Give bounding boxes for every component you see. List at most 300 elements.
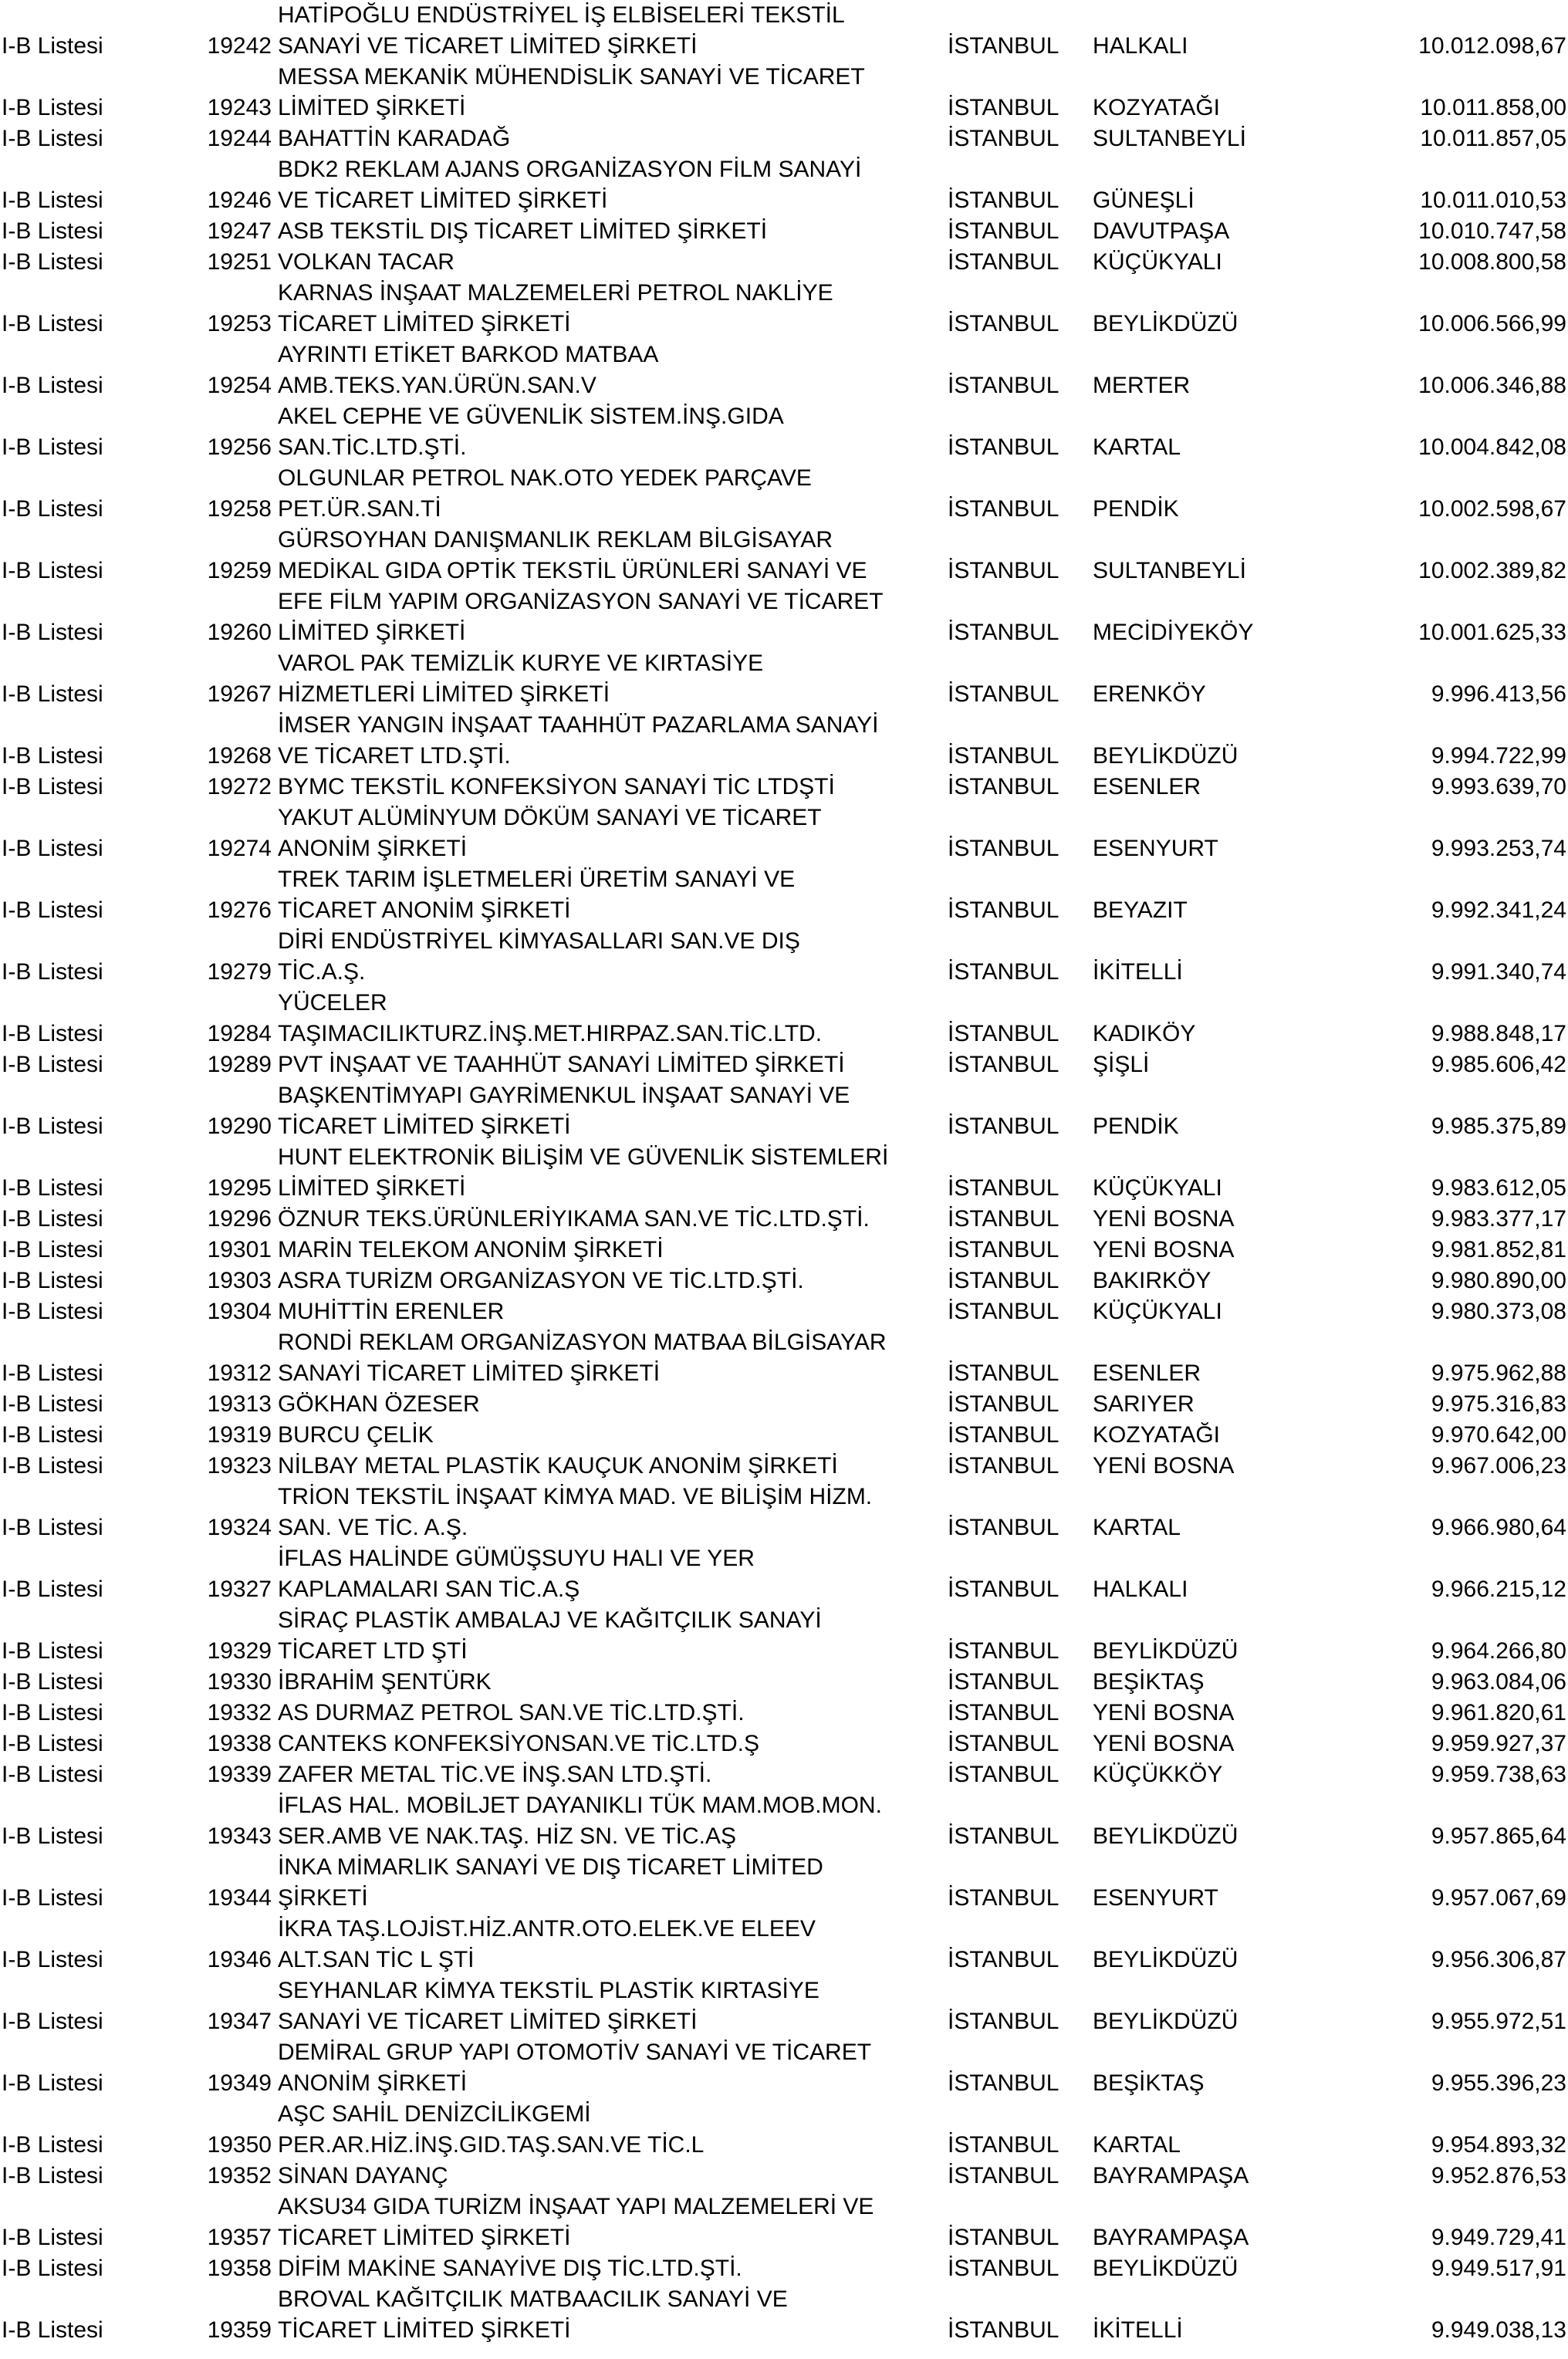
city-cell: İSTANBUL (948, 496, 1059, 522)
district-cell: KARTAL (1093, 2132, 1181, 2158)
company-name-line: BURCU ÇELİK (278, 1422, 434, 1448)
record-number-cell: 19358 (207, 2256, 272, 2281)
company-name-line: GÜRSOYHAN DANIŞMANLIK REKLAM BİLGİSAYAR (278, 527, 833, 553)
record-number-cell: 19272 (207, 774, 272, 799)
list-type-cell: I-B Listesi (2, 249, 103, 275)
city-cell: İSTANBUL (948, 218, 1059, 244)
district-cell: BEŞİKTAŞ (1093, 2070, 1205, 2096)
district-cell: ESENLER (1093, 1360, 1201, 1386)
city-cell: İSTANBUL (948, 434, 1059, 460)
table-row (0, 1759, 1568, 1790)
list-type-cell: I-B Listesi (2, 2163, 103, 2188)
city-cell: İSTANBUL (948, 1515, 1059, 1540)
record-number-cell: 19338 (207, 1731, 272, 1756)
district-cell: KARTAL (1093, 1515, 1181, 1540)
company-name-line: BDK2 REKLAM AJANS ORGANİZASYON FİLM SANAYİ (278, 157, 862, 182)
city-cell: İSTANBUL (948, 620, 1059, 645)
company-name-line: HİZMETLERİ LİMİTED ŞİRKETİ (278, 681, 610, 707)
amount-cell: 9.955.972,51 (1431, 2009, 1566, 2034)
amount-cell: 9.952.876,53 (1431, 2163, 1566, 2188)
district-cell: HALKALI (1093, 1577, 1188, 1602)
company-name-line: EFE FİLM YAPIM ORGANİZASYON SANAYİ VE TİCARET (278, 589, 884, 614)
record-number-cell: 19268 (207, 743, 272, 769)
list-type-cell: I-B Listesi (2, 1299, 103, 1324)
company-name-line: MUHİTTİN ERENLER (278, 1299, 505, 1324)
company-name-line: VE TİCARET LİMİTED ŞİRKETİ (278, 188, 608, 213)
amount-cell: 9.959.927,37 (1431, 1731, 1566, 1756)
record-number-cell: 19246 (207, 188, 272, 213)
district-cell: PENDİK (1093, 1114, 1179, 1139)
record-number-cell: 19267 (207, 681, 272, 707)
company-name-line: ZAFER METAL TİC.VE İNŞ.SAN LTD.ŞTİ. (278, 1762, 712, 1787)
company-name-line: NİLBAY METAL PLASTİK KAUÇUK ANONİM ŞİRKETİ (278, 1453, 838, 1479)
company-name-line: DİRİ ENDÜSTRİYEL KİMYASALLARI SAN.VE DIŞ (278, 928, 800, 954)
list-type-cell: I-B Listesi (2, 1638, 103, 1664)
amount-cell: 9.988.848,17 (1431, 1021, 1566, 1046)
company-name-line: TREK TARIM İŞLETMELERİ ÜRETİM SANAYİ VE (278, 867, 796, 892)
company-name-line: BYMC TEKSTİL KONFEKSİYON SANAYİ TİC LTDŞTİ (278, 774, 835, 799)
table-row (0, 1142, 1568, 1204)
table-row (0, 926, 1568, 988)
city-cell: İSTANBUL (948, 33, 1059, 59)
table-row (0, 1482, 1568, 1543)
company-name-line: DİFİM MAKİNE SANAYİVE DIŞ TİC.LTD.ŞTİ. (278, 2256, 742, 2281)
company-name-line: KARNAS İNŞAAT MALZEMELERİ PETROL NAKLİYE (278, 280, 833, 306)
table-row (0, 1605, 1568, 1667)
list-type-cell: I-B Listesi (2, 897, 103, 923)
city-cell: İSTANBUL (948, 1947, 1059, 1972)
list-type-cell: I-B Listesi (2, 681, 103, 707)
amount-cell: 10.011.010,53 (1420, 188, 1566, 213)
table-row (0, 2253, 1568, 2284)
amount-cell: 9.991.340,74 (1431, 959, 1566, 985)
company-name-line: YAKUT ALÜMİNYUM DÖKÜM SANAYİ VE TİCARET (278, 805, 822, 830)
company-name-line: İFLAS HALİNDE GÜMÜŞSUYU HALI VE YER (278, 1546, 755, 1571)
table-row (0, 1266, 1568, 1296)
company-name-line: LİMİTED ŞİRKETİ (278, 620, 466, 645)
company-name-line: ALT.SAN TİC L ŞTİ (278, 1947, 475, 1972)
city-cell: İSTANBUL (948, 897, 1059, 923)
district-cell: ERENKÖY (1093, 681, 1206, 707)
record-number-cell: 19254 (207, 373, 272, 398)
company-name-line: OLGUNLAR PETROL NAK.OTO YEDEK PARÇAVE (278, 465, 812, 491)
list-type-cell: I-B Listesi (2, 2009, 103, 2034)
list-type-cell: I-B Listesi (2, 1947, 103, 1972)
list-type-cell: I-B Listesi (2, 496, 103, 522)
district-cell: PENDİK (1093, 496, 1179, 522)
company-name-line: TİCARET LİMİTED ŞİRKETİ (278, 2225, 571, 2250)
table-row (0, 2192, 1568, 2253)
district-cell: MERTER (1093, 373, 1191, 398)
district-cell: BAYRAMPAŞA (1093, 2225, 1249, 2250)
company-name-line: TİC.A.Ş. (278, 959, 366, 985)
company-name-line: MESSA MEKANİK MÜHENDİSLİK SANAYİ VE TİCARET (278, 64, 865, 90)
amount-cell: 9.970.642,00 (1431, 1422, 1566, 1448)
record-number-cell: 19323 (207, 1453, 272, 1479)
city-cell: İSTANBUL (948, 126, 1059, 151)
company-name-line: LİMİTED ŞİRKETİ (278, 1175, 466, 1201)
record-number-cell: 19256 (207, 434, 272, 460)
district-cell: KÜÇÜKYALI (1093, 1175, 1222, 1201)
city-cell: İSTANBUL (948, 1700, 1059, 1725)
company-name-line: ÖZNUR TEKS.ÜRÜNLERİYIKAMA SAN.VE TİC.LTD.ŞTİ. (278, 1206, 870, 1232)
district-cell: ESENLER (1093, 774, 1201, 799)
record-number-cell: 19347 (207, 2009, 272, 2034)
list-type-cell: I-B Listesi (2, 311, 103, 336)
record-number-cell: 19304 (207, 1299, 272, 1324)
table-row (0, 1698, 1568, 1729)
record-number-cell: 19312 (207, 1360, 272, 1386)
record-number-cell: 19332 (207, 1700, 272, 1725)
record-number-cell: 19242 (207, 33, 272, 59)
amount-cell: 9.957.067,69 (1431, 1885, 1566, 1911)
district-cell: KOZYATAĞI (1093, 1422, 1221, 1448)
company-name-line: GÖKHAN ÖZESER (278, 1391, 480, 1417)
amount-cell: 9.993.639,70 (1431, 774, 1566, 799)
amount-cell: 9.975.962,88 (1431, 1360, 1566, 1386)
record-number-cell: 19343 (207, 1823, 272, 1849)
amount-cell: 10.006.566,99 (1418, 311, 1566, 336)
list-type-cell: I-B Listesi (2, 2317, 103, 2343)
table-row (0, 247, 1568, 278)
company-name-line: TİCARET LTD ŞTİ (278, 1638, 468, 1664)
district-cell: YENİ BOSNA (1093, 1731, 1235, 1756)
table-row (0, 988, 1568, 1049)
list-type-cell: I-B Listesi (2, 1885, 103, 1911)
list-type-cell: I-B Listesi (2, 1669, 103, 1695)
amount-cell: 9.980.890,00 (1431, 1268, 1566, 1293)
city-cell: İSTANBUL (948, 1237, 1059, 1262)
city-cell: İSTANBUL (948, 1638, 1059, 1664)
list-type-cell: I-B Listesi (2, 95, 103, 120)
record-number-cell: 19295 (207, 1175, 272, 1201)
record-number-cell: 19284 (207, 1021, 272, 1046)
list-type-cell: I-B Listesi (2, 836, 103, 861)
company-name-line: SANAYİ VE TİCARET LİMİTED ŞİRKETİ (278, 33, 698, 59)
record-number-cell: 19346 (207, 1947, 272, 1972)
record-number-cell: 19330 (207, 1669, 272, 1695)
company-name-line: İFLAS HAL. MOBİLJET DAYANIKLI TÜK MAM.MOB.MON. (278, 1793, 882, 1818)
table-row (0, 1729, 1568, 1759)
record-number-cell: 19276 (207, 897, 272, 923)
amount-cell: 10.010.747,58 (1418, 218, 1566, 244)
list-type-cell: I-B Listesi (2, 1762, 103, 1787)
company-name-line: MEDİKAL GIDA OPTİK TEKSTİL ÜRÜNLERİ SANAYİ VE (278, 558, 867, 583)
record-number-cell: 19247 (207, 218, 272, 244)
list-type-cell: I-B Listesi (2, 1052, 103, 1077)
city-cell: İSTANBUL (948, 1577, 1059, 1602)
district-cell: KOZYATAĞI (1093, 95, 1221, 120)
company-name-line: AS DURMAZ PETROL SAN.VE TİC.LTD.ŞTİ. (278, 1700, 745, 1725)
list-type-cell: I-B Listesi (2, 1114, 103, 1139)
table-row (0, 1914, 1568, 1975)
district-cell: BEYAZIT (1093, 897, 1188, 923)
amount-cell: 10.004.842,08 (1418, 434, 1566, 460)
list-type-cell: I-B Listesi (2, 373, 103, 398)
district-cell: İKİTELLİ (1093, 2317, 1183, 2343)
amount-cell: 10.012.098,67 (1418, 33, 1566, 59)
company-name-line: AŞC SAHİL DENİZCİLİKGEMİ (278, 2101, 591, 2127)
city-cell: İSTANBUL (948, 188, 1059, 213)
table-row (0, 1790, 1568, 1852)
table-row (0, 1667, 1568, 1698)
company-name-line: SAN. VE TİC. A.Ş. (278, 1515, 468, 1540)
amount-cell: 10.006.346,88 (1418, 373, 1566, 398)
table-row (0, 463, 1568, 525)
company-name-line: HUNT ELEKTRONİK BİLİŞİM VE GÜVENLİK SİSTEMLERİ (278, 1144, 889, 1170)
amount-cell: 9.963.084,06 (1431, 1669, 1566, 1695)
district-cell: SARIYER (1093, 1391, 1195, 1417)
company-name-line: VOLKAN TACAR (278, 249, 455, 275)
list-type-cell: I-B Listesi (2, 1175, 103, 1201)
record-number-cell: 19319 (207, 1422, 272, 1448)
company-name-line: BAHATTİN KARADAĞ (278, 126, 511, 151)
district-cell: YENİ BOSNA (1093, 1453, 1235, 1479)
list-type-cell: I-B Listesi (2, 1453, 103, 1479)
company-name-line: VAROL PAK TEMİZLİK KURYE VE KIRTASİYE (278, 651, 764, 676)
table-row (0, 2099, 1568, 2161)
amount-cell: 9.981.852,81 (1431, 1237, 1566, 1262)
district-cell: BEYLİKDÜZÜ (1093, 743, 1239, 769)
record-number-cell: 19253 (207, 311, 272, 336)
district-cell: KÜÇÜKYALI (1093, 1299, 1222, 1324)
table-row (0, 340, 1568, 401)
district-cell: İKİTELLİ (1093, 959, 1183, 985)
record-number-cell: 19349 (207, 2070, 272, 2096)
record-number-cell: 19329 (207, 1638, 272, 1664)
list-type-cell: I-B Listesi (2, 434, 103, 460)
company-name-line: ŞİRKETİ (278, 1885, 368, 1911)
company-name-line: SANAYİ TİCARET LİMİTED ŞİRKETİ (278, 1360, 661, 1386)
company-name-line: İMSER YANGIN İNŞAAT TAAHHÜT PAZARLAMA SANAYİ (278, 712, 879, 738)
table-row (0, 1049, 1568, 1080)
district-cell: YENİ BOSNA (1093, 1700, 1235, 1725)
list-type-cell: I-B Listesi (2, 1700, 103, 1725)
city-cell: İSTANBUL (948, 1823, 1059, 1849)
list-type-cell: I-B Listesi (2, 2225, 103, 2250)
table-row (0, 803, 1568, 864)
company-name-line: AKEL CEPHE VE GÜVENLİK SİSTEM.İNŞ.GIDA (278, 404, 784, 429)
table-row (0, 525, 1568, 586)
city-cell: İSTANBUL (948, 681, 1059, 707)
list-type-cell: I-B Listesi (2, 2256, 103, 2281)
table-row (0, 1543, 1568, 1605)
amount-cell: 10.001.625,33 (1418, 620, 1566, 645)
company-name-line: TİCARET ANONİM ŞİRKETİ (278, 897, 571, 923)
table-row (0, 401, 1568, 463)
city-cell: İSTANBUL (948, 1175, 1059, 1201)
company-name-line: AKSU34 GIDA TURİZM İNŞAAT YAPI MALZEMELERİ VE (278, 2194, 874, 2219)
table-row (0, 1975, 1568, 2037)
list-type-cell: I-B Listesi (2, 1391, 103, 1417)
district-cell: SULTANBEYLİ (1093, 558, 1246, 583)
amount-cell: 9.994.722,99 (1431, 743, 1566, 769)
city-cell: İSTANBUL (948, 1422, 1059, 1448)
district-cell: BEYLİKDÜZÜ (1093, 1638, 1239, 1664)
record-number-cell: 19357 (207, 2225, 272, 2250)
amount-cell: 9.996.413,56 (1431, 681, 1566, 707)
city-cell: İSTANBUL (948, 2225, 1059, 2250)
record-number-cell: 19327 (207, 1577, 272, 1602)
amount-cell: 9.961.820,61 (1431, 1700, 1566, 1725)
record-number-cell: 19279 (207, 959, 272, 985)
list-type-cell: I-B Listesi (2, 1206, 103, 1232)
city-cell: İSTANBUL (948, 2163, 1059, 2188)
district-cell: MECİDİYEKÖY (1093, 620, 1254, 645)
table-row (0, 1080, 1568, 1142)
city-cell: İSTANBUL (948, 836, 1059, 861)
record-number-cell: 19258 (207, 496, 272, 522)
record-number-cell: 19244 (207, 126, 272, 151)
company-name-line: RONDİ REKLAM ORGANİZASYON MATBAA BİLGİSAYAR (278, 1330, 887, 1355)
list-type-cell: I-B Listesi (2, 1515, 103, 1540)
city-cell: İSTANBUL (948, 1885, 1059, 1911)
table-row (0, 648, 1568, 710)
list-type-cell: I-B Listesi (2, 1237, 103, 1262)
company-name-line: KAPLAMALARI SAN TİC.A.Ş (278, 1577, 580, 1602)
company-name-line: PER.AR.HİZ.İNŞ.GID.TAŞ.SAN.VE TİC.L (278, 2132, 705, 2158)
city-cell: İSTANBUL (948, 743, 1059, 769)
record-number-cell: 19344 (207, 1885, 272, 1911)
district-cell: HALKALI (1093, 33, 1188, 59)
company-name-line: AMB.TEKS.YAN.ÜRÜN.SAN.V (278, 373, 596, 398)
district-cell: KARTAL (1093, 434, 1181, 460)
district-cell: YENİ BOSNA (1093, 1237, 1235, 1262)
record-number-cell: 19251 (207, 249, 272, 275)
district-cell: SULTANBEYLİ (1093, 126, 1246, 151)
city-cell: İSTANBUL (948, 2009, 1059, 2034)
table-row (0, 1327, 1568, 1389)
table-row (0, 710, 1568, 772)
list-type-cell: I-B Listesi (2, 33, 103, 59)
record-number-cell: 19243 (207, 95, 272, 120)
table-row (0, 1451, 1568, 1482)
table-row (0, 1389, 1568, 1420)
city-cell: İSTANBUL (948, 311, 1059, 336)
company-name-line: MARİN TELEKOM ANONİM ŞİRKETİ (278, 1237, 664, 1262)
district-cell: ESENYURT (1093, 836, 1218, 861)
amount-cell: 9.966.215,12 (1431, 1577, 1566, 1602)
company-name-line: CANTEKS KONFEKSİYONSAN.VE TİC.LTD.Ş (278, 1731, 760, 1756)
company-name-line: PET.ÜR.SAN.Tİ (278, 496, 441, 522)
city-cell: İSTANBUL (948, 1669, 1059, 1695)
list-type-cell: I-B Listesi (2, 1360, 103, 1386)
district-cell: BAYRAMPAŞA (1093, 2163, 1249, 2188)
city-cell: İSTANBUL (948, 373, 1059, 398)
city-cell: İSTANBUL (948, 249, 1059, 275)
company-name-line: VE TİCARET LTD.ŞTİ. (278, 743, 511, 769)
company-name-line: İKRA TAŞ.LOJİST.HİZ.ANTR.OTO.ELEK.VE ELEEV (278, 1916, 816, 1942)
table-row (0, 216, 1568, 247)
company-name-line: SİNAN DAYANÇ (278, 2163, 448, 2188)
table-row (0, 1296, 1568, 1327)
city-cell: İSTANBUL (948, 1052, 1059, 1077)
amount-cell: 9.980.373,08 (1431, 1299, 1566, 1324)
city-cell: İSTANBUL (948, 1391, 1059, 1417)
table-row (0, 1204, 1568, 1235)
company-name-line: PVT İNŞAAT VE TAAHHÜT SANAYİ LİMİTED ŞİRKETİ (278, 1052, 845, 1077)
company-name-line: SANAYİ VE TİCARET LİMİTED ŞİRKETİ (278, 2009, 698, 2034)
district-cell: BEYLİKDÜZÜ (1093, 2009, 1239, 2034)
district-cell: KÜÇÜKYALI (1093, 249, 1222, 275)
amount-cell: 9.964.266,80 (1431, 1638, 1566, 1664)
amount-cell: 9.966.980,64 (1431, 1515, 1566, 1540)
company-name-line: AYRINTI ETİKET BARKOD MATBAA (278, 342, 659, 367)
company-name-line: ASRA TURİZM ORGANİZASYON VE TİC.LTD.ŞTİ. (278, 1268, 804, 1293)
company-name-line: TİCARET LİMİTED ŞİRKETİ (278, 2317, 571, 2343)
district-cell: KÜÇÜKKÖY (1093, 1762, 1223, 1787)
city-cell: İSTANBUL (948, 1731, 1059, 1756)
list-type-cell: I-B Listesi (2, 1021, 103, 1046)
table-row (0, 1852, 1568, 1914)
amount-cell: 10.002.598,67 (1418, 496, 1566, 522)
table-row (0, 278, 1568, 340)
company-name-line: SAN.TİC.LTD.ŞTİ. (278, 434, 467, 460)
city-cell: İSTANBUL (948, 959, 1059, 985)
record-number-cell: 19290 (207, 1114, 272, 1139)
record-number-cell: 19274 (207, 836, 272, 861)
amount-cell: 9.949.729,41 (1431, 2225, 1566, 2250)
amount-cell: 10.002.389,82 (1418, 558, 1566, 583)
company-name-line: İNKA MİMARLIK SANAYİ VE DIŞ TİCARET LİMİTED (278, 1854, 823, 1880)
city-cell: İSTANBUL (948, 1114, 1059, 1139)
table-row (0, 1235, 1568, 1266)
company-name-line: YÜCELER (278, 990, 387, 1016)
list-type-cell: I-B Listesi (2, 188, 103, 213)
district-cell: ESENYURT (1093, 1885, 1218, 1911)
table-row (0, 2161, 1568, 2192)
district-cell: KADIKÖY (1093, 1021, 1196, 1046)
city-cell: İSTANBUL (948, 1021, 1059, 1046)
company-name-line: ANONİM ŞİRKETİ (278, 2070, 468, 2096)
company-name-line: LİMİTED ŞİRKETİ (278, 95, 466, 120)
amount-cell: 9.954.893,32 (1431, 2132, 1566, 2158)
company-name-line: SİRAÇ PLASTİK AMBALAJ VE KAĞITÇILIK SANAYİ (278, 1607, 822, 1633)
district-cell: ŞİŞLİ (1093, 1052, 1150, 1077)
record-number-cell: 19289 (207, 1052, 272, 1077)
company-name-line: TAŞIMACILIKTURZ.İNŞ.MET.HIRPAZ.SAN.TİC.LTD. (278, 1021, 823, 1046)
list-type-cell: I-B Listesi (2, 2070, 103, 2096)
amount-cell: 9.993.253,74 (1431, 836, 1566, 861)
table-row (0, 62, 1568, 123)
list-type-cell: I-B Listesi (2, 1823, 103, 1849)
list-type-cell: I-B Listesi (2, 1577, 103, 1602)
city-cell: İSTANBUL (948, 1206, 1059, 1232)
record-number-cell: 19352 (207, 2163, 272, 2188)
city-cell: İSTANBUL (948, 2317, 1059, 2343)
amount-cell: 9.985.375,89 (1431, 1114, 1566, 1139)
table-row (0, 772, 1568, 803)
district-cell: BAKIRKÖY (1093, 1268, 1211, 1293)
amount-cell: 9.955.396,23 (1431, 2070, 1566, 2096)
list-type-cell: I-B Listesi (2, 774, 103, 799)
amount-cell: 9.983.377,17 (1431, 1206, 1566, 1232)
city-cell: İSTANBUL (948, 1299, 1059, 1324)
district-cell: BEYLİKDÜZÜ (1093, 1823, 1239, 1849)
city-cell: İSTANBUL (948, 774, 1059, 799)
table-row (0, 586, 1568, 648)
table-row (0, 1420, 1568, 1451)
city-cell: İSTANBUL (948, 2256, 1059, 2281)
amount-cell: 9.956.306,87 (1431, 1947, 1566, 1972)
company-name-line: HATİPOĞLU ENDÜSTRİYEL İŞ ELBİSELERİ TEKSTİL (278, 2, 845, 28)
list-type-cell: I-B Listesi (2, 126, 103, 151)
company-name-line: ANONİM ŞİRKETİ (278, 836, 468, 861)
record-number-cell: 19303 (207, 1268, 272, 1293)
district-cell: GÜNEŞLİ (1093, 188, 1195, 213)
record-number-cell: 19324 (207, 1515, 272, 1540)
table-row (0, 0, 1568, 62)
